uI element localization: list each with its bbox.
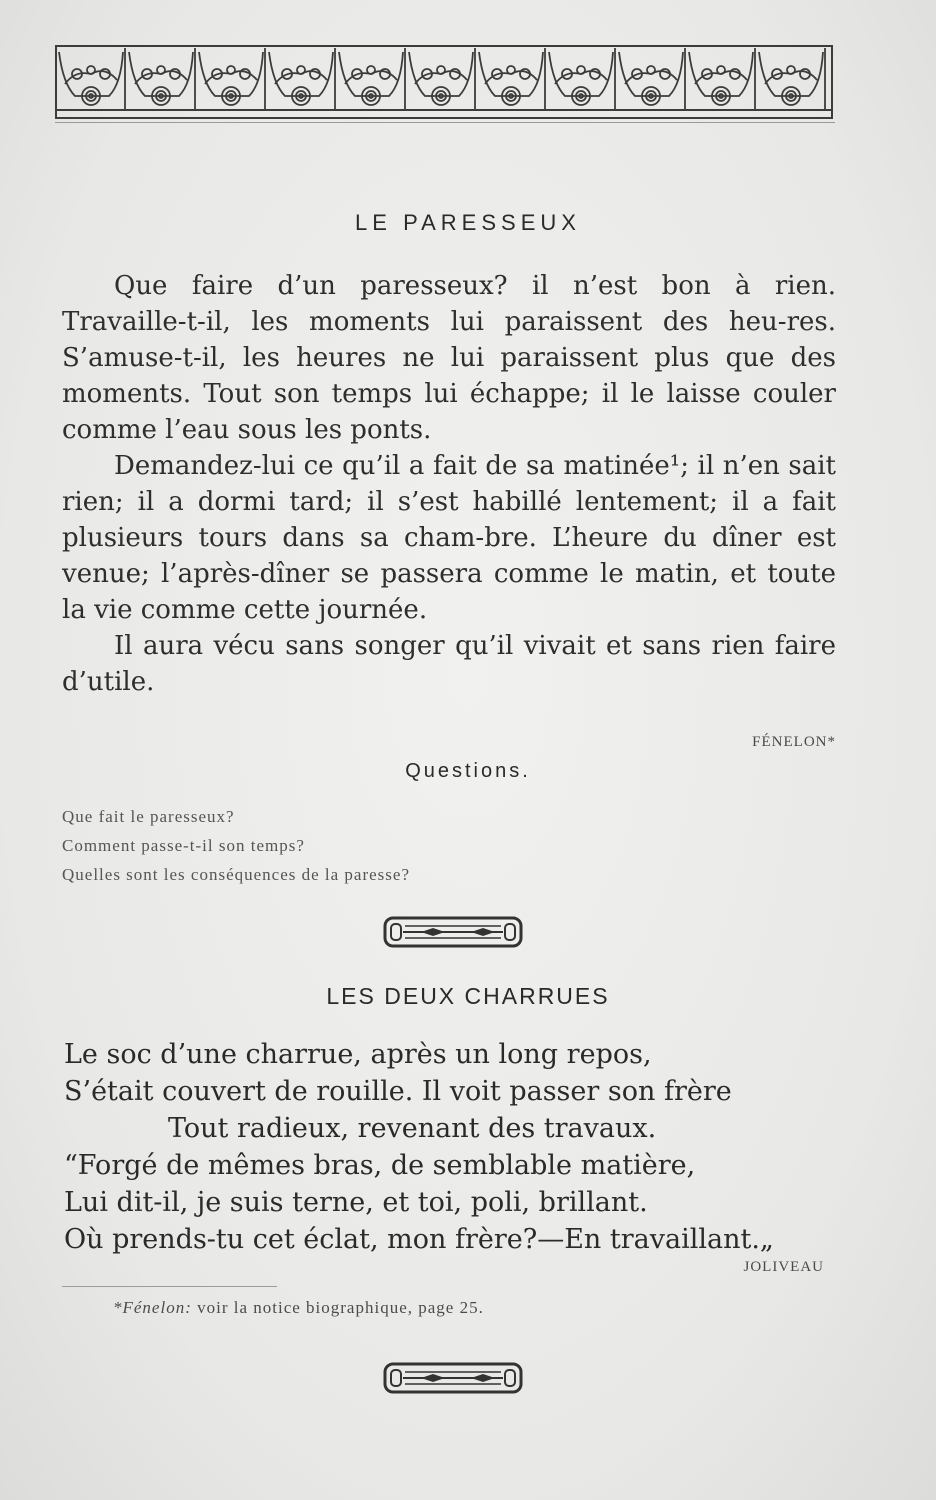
- question-item: Quelles sont les conséquences de la paresse?: [62, 865, 410, 884]
- question-item: Comment passe-t-il son temps?: [62, 836, 305, 855]
- poem2-line: “Forgé de mêmes bras, de semblable matière,: [64, 1150, 696, 1181]
- poem1-title: LE PARESSEUX: [355, 210, 581, 235]
- poem2-line: Lui dit-il, je suis terne, et toi, poli, brillant.: [64, 1187, 648, 1218]
- poem1-paragraph: Demandez-lui ce qu’il a fait de sa matinée¹; il n’en sait rien; il a dormi tard; il s’est habillé lentement; il a fait plusieurs tours dans sa cham-bre. L’heure du dîner est venue; l’après-dîner se passera comme le matin, et toute la vie comme cette journée.: [62, 451, 836, 625]
- poem2-line: Tout radieux, revenant des travaux.: [168, 1113, 657, 1144]
- poem1-paragraph: Il aura vécu sans songer qu’il vivait et sans rien faire d’utile.: [62, 631, 836, 697]
- poem2-line: S’était couvert de rouille. Il voit passer son frère: [64, 1076, 732, 1107]
- footnote-rule: [62, 1286, 277, 1287]
- poem2-line: Où prends-tu cet éclat, mon frère?—En travaillant.„: [64, 1224, 774, 1255]
- poem1-paragraph: Que faire d’un paresseux? il n’est bon à rien. Travaille-t-il, les moments lui paraissent des heu-res. S’amuse-t-il, les heures ne lui paraissent plus que des moments. Tout son temps lui échappe; il le laisse couler comme l’eau sous les ponts.: [62, 271, 836, 445]
- plowshare-ornament: [383, 1358, 523, 1398]
- footnote-text: voir la notice biographique, page 25.: [197, 1298, 484, 1317]
- poem2-line: Le soc d’une charrue, après un long repos,: [64, 1039, 652, 1070]
- footnote: [113, 1298, 484, 1318]
- questions-list: [62, 802, 410, 889]
- poem1-body: [62, 268, 836, 700]
- question-item: Que fait le paresseux?: [62, 807, 235, 826]
- poem2-body: [64, 1036, 844, 1258]
- footnote-name: *Fénelon:: [113, 1298, 192, 1317]
- questions-heading: Questions.: [405, 760, 531, 782]
- frieze-rule: [55, 122, 835, 123]
- plowshare-ornament: [383, 912, 523, 952]
- decorative-frieze: [55, 44, 835, 122]
- poem2-title: LES DEUX CHARRUES: [326, 983, 610, 1009]
- poem2-author: JOLIVEAU: [743, 1259, 824, 1275]
- poem1-author: FÉNELON*: [752, 734, 836, 750]
